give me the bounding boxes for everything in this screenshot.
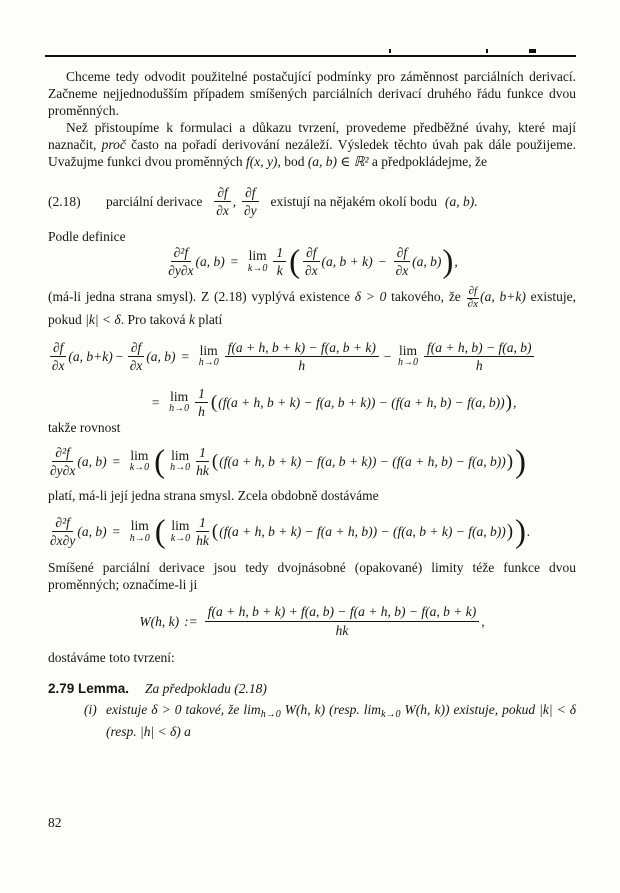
text-takze-rovnost: takže rovnost bbox=[48, 419, 121, 435]
right-paren: ) bbox=[506, 451, 514, 473]
limit-op: lim bbox=[398, 342, 417, 358]
right-paren-big: ) bbox=[515, 513, 527, 550]
lemma-item-i bbox=[48, 701, 576, 740]
text-run: často na pořadí derivování nezáleží. Výsledek těchto úvah pak dále použijeme. Uvažujme funkci dvou proměnných bbox=[48, 137, 576, 169]
text-run: W(h, k) (resp. lim bbox=[280, 701, 382, 717]
fraction-denominator: ∂y∂x bbox=[50, 463, 76, 479]
limit-operator bbox=[398, 344, 418, 369]
math-arg: (a, b+k) bbox=[68, 348, 113, 364]
assign-sign: := bbox=[184, 613, 198, 629]
equation-difference-line2 bbox=[48, 386, 576, 419]
fraction-denominator: hk bbox=[196, 463, 209, 479]
minus-sign: − bbox=[377, 254, 387, 270]
limit-operator bbox=[171, 519, 190, 544]
limit-subscript: h→0 bbox=[129, 532, 150, 544]
fraction-1-h bbox=[195, 386, 208, 419]
fraction-numerator: 1 bbox=[196, 515, 209, 532]
equation-definition-mixed-derivative bbox=[48, 245, 576, 278]
limit-op: lim bbox=[170, 389, 189, 405]
limit-subscript: h→0 bbox=[169, 403, 190, 415]
fraction-denominator: ∂x bbox=[304, 263, 318, 279]
fraction-denominator: ∂x bbox=[467, 297, 478, 310]
fraction-denominator: k bbox=[276, 263, 283, 279]
limit-subscript: h→0 bbox=[170, 462, 191, 474]
fraction-W-quotient bbox=[205, 604, 479, 637]
limit-subscript: h→0 bbox=[198, 356, 219, 368]
math-arg: (a, b) bbox=[77, 524, 107, 540]
text-run: W(h, k)) existuje, pokud |k| < δ (resp. |h| < δ) a bbox=[106, 701, 577, 739]
comma: , bbox=[481, 613, 485, 629]
fraction-df-dx bbox=[50, 340, 66, 373]
lemma-heading-line bbox=[48, 680, 576, 697]
math-arg: (a, b + k) bbox=[321, 254, 373, 270]
fraction-numerator: f(a + h, b) − f(a, b) bbox=[424, 340, 534, 357]
minus-sign: − bbox=[382, 348, 392, 364]
header-scan-artifact bbox=[529, 49, 536, 53]
equals-sign: = bbox=[111, 454, 121, 470]
fraction-numerator: ∂²f bbox=[171, 245, 191, 262]
fraction-numerator: 1 bbox=[273, 245, 286, 262]
lemma-number: 2.79 Lemma. bbox=[48, 680, 130, 696]
fraction-numerator: f(a + h, b + k) + f(a, b) − f(a + h, b) − f(a, b + k) bbox=[205, 604, 479, 621]
text-run: existují na nějakém okolí bodu bbox=[270, 194, 438, 210]
math-arg: (a, b) bbox=[195, 254, 225, 270]
header-rule bbox=[45, 55, 576, 57]
left-paren-big: ( bbox=[154, 513, 166, 550]
limit-operator bbox=[170, 449, 190, 474]
math-point-ab-in-r2: (a, b) ∈ ℝ² bbox=[307, 154, 369, 169]
fraction-denominator: hk bbox=[335, 622, 349, 638]
math-abs-k-lt-delta: |k| < δ bbox=[85, 311, 121, 327]
fraction-numerator: ∂²f bbox=[52, 445, 72, 462]
fraction-denominator: ∂x∂y bbox=[50, 533, 76, 549]
math-arg: (a, b) bbox=[412, 254, 442, 270]
left-paren: ( bbox=[211, 451, 219, 473]
fraction-1-hk bbox=[196, 445, 209, 478]
limit-subscript: h→0 bbox=[397, 356, 418, 368]
fraction-numerator: ∂²f bbox=[52, 515, 72, 532]
paragraph-motivation bbox=[48, 119, 576, 170]
header-scan-artifact bbox=[486, 49, 488, 53]
math-expression: (f(a + h, b + k) − f(a, b + k)) − (f(a + h, b) − f(a, b)) bbox=[219, 454, 506, 470]
fraction-numerator: ∂f bbox=[242, 185, 258, 202]
limit-op: lim bbox=[130, 518, 149, 534]
limit-op: lim bbox=[171, 448, 190, 464]
fraction-difference-quotient bbox=[424, 340, 534, 373]
text-run: parciální derivace bbox=[106, 194, 203, 210]
equals-sign: = bbox=[151, 394, 161, 410]
text-run: existuje, pokud bbox=[48, 289, 577, 327]
limit-op: lim bbox=[171, 518, 190, 534]
text-run: takového, že bbox=[386, 289, 466, 305]
emphasis-proc: proč bbox=[101, 137, 126, 152]
limit-op: lim bbox=[199, 342, 218, 358]
paragraph-existence bbox=[48, 286, 576, 327]
left-paren: ( bbox=[210, 391, 218, 413]
period: . bbox=[527, 524, 531, 540]
fraction-df-dx bbox=[128, 340, 144, 373]
lemma-intro: Za předpokladu (2.18) bbox=[145, 680, 267, 696]
comma: , bbox=[232, 194, 237, 210]
fraction-denominator: ∂x bbox=[395, 263, 409, 279]
limit-operator bbox=[199, 344, 219, 369]
text-run: (má-li jedna strana smysl). Z (2.18) vyplývá existence bbox=[48, 289, 355, 305]
equation-mixed-derivative-yx bbox=[48, 445, 576, 478]
limit-subscript-inline: h→0 bbox=[260, 708, 281, 720]
limit-subscript-inline: k→0 bbox=[381, 708, 401, 720]
math-arg: (a, b+k) bbox=[480, 289, 526, 305]
equation-mixed-derivative-xy bbox=[48, 515, 576, 548]
inline-fraction-df-dx bbox=[467, 286, 480, 310]
fraction-denominator: ∂y∂x bbox=[168, 263, 194, 279]
equation-difference-line1 bbox=[48, 340, 576, 373]
comma: , bbox=[512, 394, 517, 410]
equation-W-definition bbox=[48, 604, 576, 637]
limit-operator bbox=[248, 249, 267, 274]
fraction-denominator: ∂y bbox=[244, 203, 257, 219]
math-point-ab: (a, b). bbox=[445, 194, 478, 210]
comma: , bbox=[454, 254, 458, 270]
limit-subscript: k→0 bbox=[129, 462, 150, 474]
lemma-item-label: (i) bbox=[84, 701, 97, 717]
text-dostavame: dostáváme toto tvrzení: bbox=[48, 649, 175, 665]
fraction-d2f-dydx bbox=[50, 445, 75, 478]
fraction-numerator: ∂f bbox=[128, 340, 144, 357]
limit-operator bbox=[169, 390, 189, 415]
paragraph-intro: Chceme tedy odvodit použitelné postačující podmínky pro záměnnost parciálních derivací. Začneme nejjednodušším případem smíšených parciálních derivací druhého řádu funkce dvou proměnných. bbox=[48, 69, 576, 118]
math-W-hk: W(h, k) bbox=[139, 613, 180, 629]
left-paren-big: ( bbox=[154, 443, 166, 480]
limit-operator bbox=[130, 449, 149, 474]
fraction-d2f-dydx bbox=[168, 245, 193, 278]
fraction-numerator: ∂f bbox=[214, 185, 230, 202]
left-paren: ( bbox=[211, 521, 219, 543]
text-run: platí bbox=[194, 311, 223, 327]
fraction-numerator: ∂f bbox=[468, 285, 478, 298]
fraction-denominator: h bbox=[298, 357, 306, 373]
limit-operator bbox=[130, 519, 150, 544]
page-content bbox=[48, 68, 576, 740]
right-paren-big: ) bbox=[515, 443, 527, 480]
fraction-denominator: h bbox=[475, 357, 483, 373]
fraction-denominator: h bbox=[198, 403, 205, 419]
fraction-numerator: ∂f bbox=[303, 245, 319, 262]
paragraph-mixed-derivatives: Smíšené parciální derivace jsou tedy dvojnásobné (opakované) limity téže funkce dvou proměnných; označíme-li ji bbox=[48, 560, 576, 593]
text-plati: platí, má-li její jedna strana smysl. Zcela obdobně dostáváme bbox=[48, 488, 379, 504]
fraction-denominator: ∂x bbox=[51, 357, 65, 373]
math-arg: (a, b) bbox=[146, 348, 176, 364]
text-run: a předpokládejme, že bbox=[368, 154, 487, 169]
limit-op: lim bbox=[248, 248, 267, 264]
fraction-df-dy bbox=[242, 185, 258, 218]
left-paren: ( bbox=[289, 243, 301, 280]
right-paren: ) bbox=[442, 243, 454, 280]
equation-2-18 bbox=[48, 185, 576, 218]
fraction-difference-quotient bbox=[225, 340, 379, 373]
math-expression: (f(a + h, b + k) − f(a, b + k)) − (f(a + h, b) − f(a, b)) bbox=[218, 394, 505, 410]
fraction-denominator: ∂x bbox=[216, 203, 229, 219]
math-k: k bbox=[188, 311, 195, 327]
lemma-2-79 bbox=[48, 680, 576, 740]
fraction-df-dx bbox=[303, 245, 319, 278]
limit-subscript: k→0 bbox=[247, 262, 268, 274]
equals-sign: = bbox=[180, 348, 190, 364]
fraction-df-dx bbox=[394, 245, 410, 278]
text-run: . Pro taková bbox=[120, 311, 189, 327]
limit-subscript: k→0 bbox=[170, 532, 191, 544]
fraction-numerator: ∂f bbox=[394, 245, 410, 262]
equals-sign: = bbox=[111, 524, 121, 540]
text-podle-definice: Podle definice bbox=[48, 229, 126, 245]
fraction-denominator: ∂x bbox=[129, 357, 143, 373]
fraction-d2f-dxdy bbox=[50, 515, 75, 548]
limit-op: lim bbox=[130, 448, 149, 464]
fraction-df-dx bbox=[214, 185, 230, 218]
text-run: existuje δ > 0 takové, že lim bbox=[106, 701, 261, 717]
header-scan-artifact bbox=[389, 49, 391, 53]
text-run: Než přistoupíme k formulaci a důkazu tvrzení, provedeme předběžné úvahy, které mají naznačit, bbox=[48, 120, 576, 152]
math-arg: (a, b) bbox=[77, 454, 107, 470]
math-delta-positive: δ > 0 bbox=[354, 289, 387, 305]
equation-tag: (2.18) bbox=[48, 194, 81, 210]
fraction-denominator: hk bbox=[196, 533, 209, 549]
fraction-numerator: f(a + h, b + k) − f(a, b + k) bbox=[225, 340, 379, 357]
page-number: 82 bbox=[48, 815, 62, 830]
fraction-1-k bbox=[273, 245, 286, 278]
math-expression: (f(a + h, b + k) − f(a + h, b)) − (f(a, b + k) − f(a, b)) bbox=[219, 524, 506, 540]
math-f-xy: f(x, y) bbox=[245, 154, 278, 169]
fraction-numerator: ∂f bbox=[50, 340, 66, 357]
minus-sign: − bbox=[114, 348, 124, 364]
fraction-1-hk bbox=[196, 515, 209, 548]
fraction-numerator: 1 bbox=[196, 445, 209, 462]
right-paren: ) bbox=[505, 391, 512, 413]
text-run: , bod bbox=[277, 154, 308, 169]
equals-sign: = bbox=[229, 254, 239, 270]
right-paren: ) bbox=[506, 521, 514, 543]
fraction-numerator: 1 bbox=[195, 386, 208, 403]
